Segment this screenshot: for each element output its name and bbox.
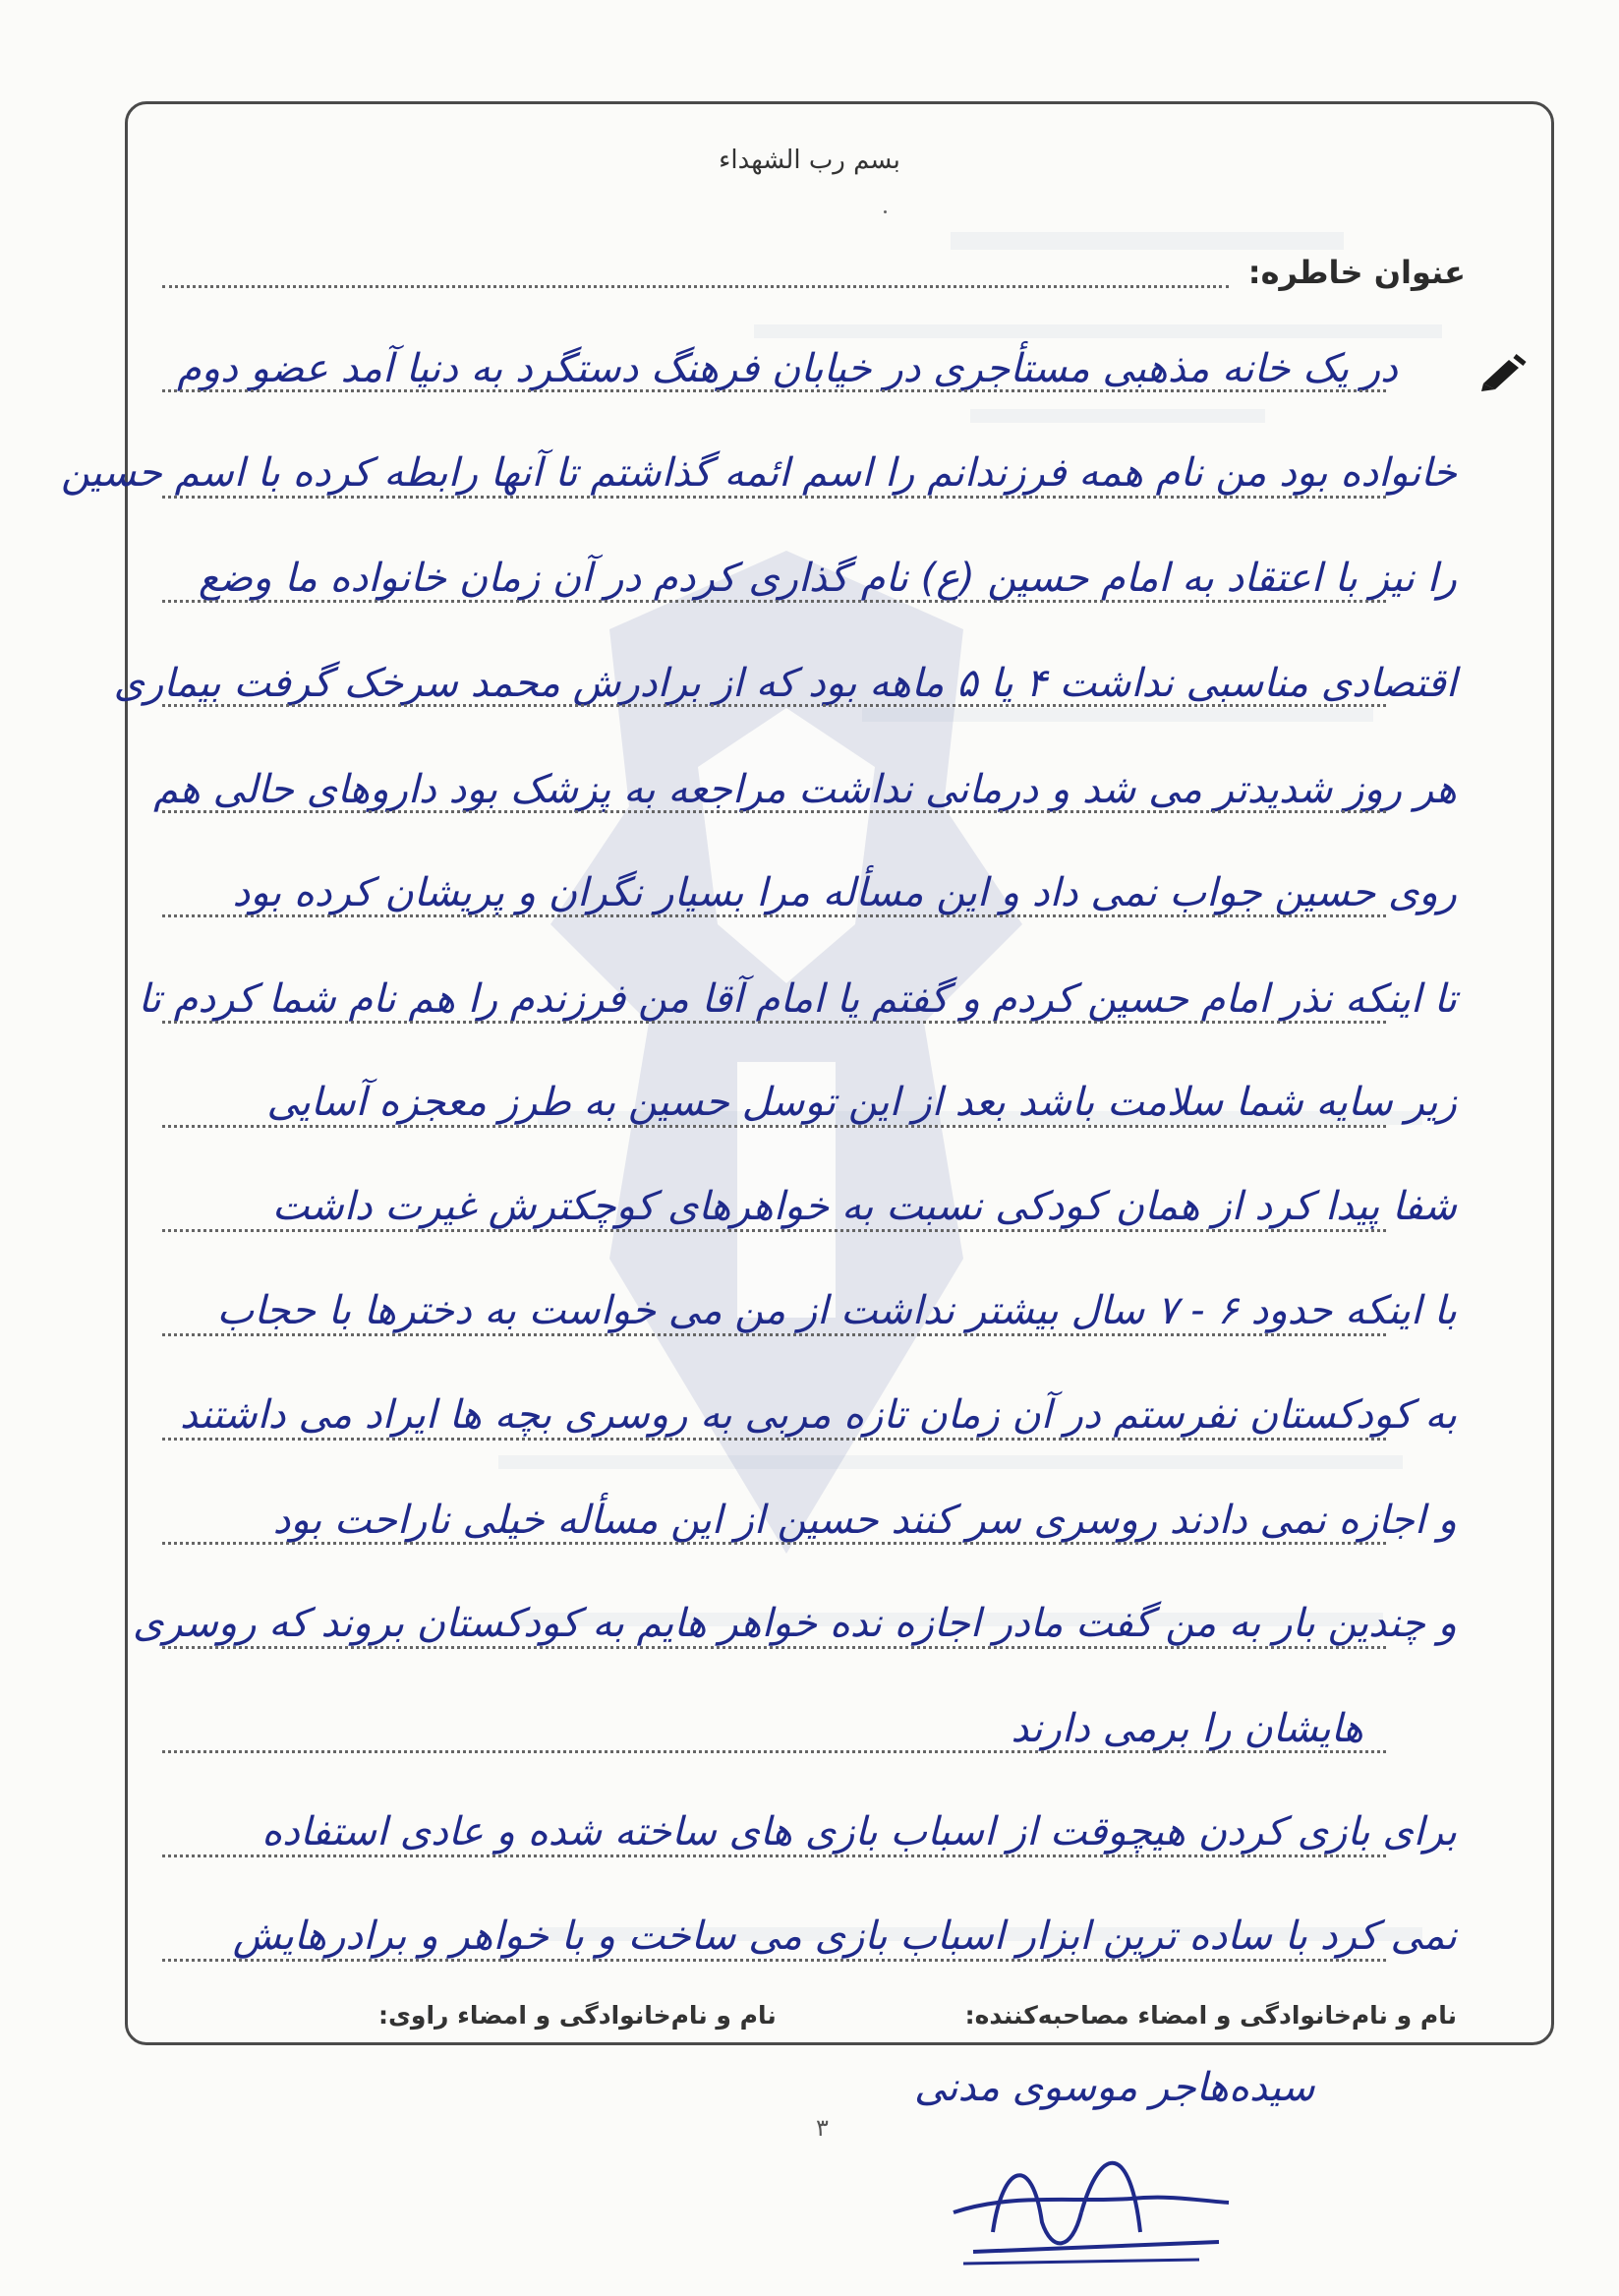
- rule-line: [162, 389, 1386, 392]
- memory-line: با اینکه حدود ۶ - ۷ سال بیشتر نداشت از من می خواست به دخترها با حجاب: [216, 1288, 1457, 1333]
- memory-line: شفا پیدا کرد از همان کودکی نسبت به خواهرهای کوچکترش غیرت داشت: [271, 1184, 1457, 1229]
- memory-line: روی حسین جواب نمی داد و این مسأله مرا بسیار نگران و پریشان کرده بود: [232, 870, 1457, 915]
- memory-line: به کودکستان نفرستم در آن زمان تازه مربی به روسری بچه ها ایراد می داشتند: [180, 1392, 1457, 1438]
- memory-line: نمی کرد با ساده ترین ابزار اسباب بازی می ساخت و با خواهر و برادرهایش: [232, 1913, 1457, 1959]
- memory-line: زیر سایه شما سلامت باشد بعد از این توسل حسین به طرز معجزه آسایی: [266, 1080, 1457, 1125]
- rule-line: [162, 1750, 1386, 1753]
- rule-line: [162, 810, 1386, 813]
- page-number: ۳: [816, 2114, 829, 2142]
- memory-line: تا اینکه نذر امام حسین کردم و گفتم یا امام آقا من فرزندم را هم نام شما کردم تا: [138, 976, 1457, 1022]
- rule-line: [162, 1959, 1386, 1962]
- rule-line: [162, 1646, 1386, 1649]
- memory-line: را نیز با اعتقاد به امام حسین (ع) نام گذاری کردم در آن زمان خانواده ما وضع: [198, 556, 1457, 601]
- rule-line: [162, 496, 1386, 499]
- pen-icon: [1479, 354, 1527, 391]
- page-header-title: بسم رب الشهداء: [719, 146, 900, 175]
- rule-line: [162, 1333, 1386, 1336]
- rule-line: [162, 1854, 1386, 1857]
- signature-scribble: [934, 2104, 1248, 2281]
- rule-line: [162, 1021, 1386, 1024]
- memory-line: در یک خانه مذهبی مستأجری در خیابان فرهنگ دستگرد به دنیا آمد عضو دوم: [176, 346, 1398, 391]
- memory-line: هایشان را برمی دارند: [1011, 1706, 1363, 1751]
- memory-line: و چندین بار به من گفت مادر اجازه نده خواهر هایم به کودکستان بروند که روسری: [132, 1601, 1457, 1646]
- memory-line: هر روز شدیدتر می شد و درمانی نداشت مراجعه به پزشک بود داروهای حالی هم: [153, 767, 1457, 812]
- header-dot: [884, 210, 887, 213]
- narrator-signature-label: نام و نام‌خانوادگی و امضاء راوی:: [378, 2001, 777, 2030]
- rule-line: [162, 1229, 1386, 1232]
- interviewer-signature-label: نام و نام‌خانوادگی و امضاء مصاحبه‌کننده:: [964, 2001, 1457, 2030]
- rule-line: [162, 704, 1386, 707]
- interviewer-signature: سیده‌هاجر موسوی مدنی: [914, 2065, 1315, 2110]
- rule-line: [162, 914, 1386, 917]
- title-dotted-line: [162, 285, 1229, 288]
- rule-line: [162, 1542, 1386, 1545]
- memory-line: و اجازه نمی دادند روسری سر کنند حسین از این مسأله خیلی ناراحت بود: [272, 1498, 1457, 1543]
- rule-line: [162, 1125, 1386, 1128]
- memory-line: برای بازی کردن هیچوقت از اسباب بازی های ساخته شده و عادی استفاده: [261, 1809, 1457, 1854]
- rule-line: [162, 600, 1386, 603]
- memory-line: اقتصادی مناسبی نداشت ۴ یا ۵ ماهه بود که از برادرش محمد سرخک گرفت بیماری: [113, 661, 1457, 706]
- memory-line: خانواده بود من نام همه فرزندانم را اسم ائمه گذاشتم تا آنها رابطه کرده با اسم حسین: [60, 450, 1457, 496]
- memory-title-label: عنوان خاطره:: [1247, 254, 1466, 291]
- rule-line: [162, 1438, 1386, 1441]
